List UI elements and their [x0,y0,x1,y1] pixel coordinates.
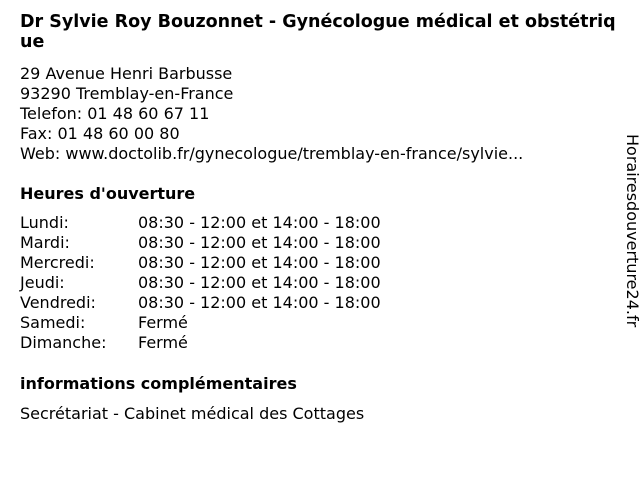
contact-block [20,64,523,164]
city-address: 93290 Tremblay-en-France [20,84,234,103]
hours-row [20,293,381,313]
day-label: Mardi: [20,233,70,252]
phone-number: Telefon: 01 48 60 67 11 [20,104,210,123]
hours-row [20,233,381,253]
day-label: Lundi: [20,213,69,232]
additional-info-text: Secrétariat - Cabinet médical des Cottages [20,404,365,423]
time-range: 08:30 - 12:00 et 14:00 - 18:00 [138,233,381,252]
fax-number: Fax: 01 48 60 00 80 [20,124,180,143]
time-range: Fermé [138,333,188,352]
time-range: 08:30 - 12:00 et 14:00 - 18:00 [138,213,381,232]
time-range: 08:30 - 12:00 et 14:00 - 18:00 [138,253,381,272]
time-range: Fermé [138,313,188,332]
day-label: Jeudi: [20,273,65,292]
opening-hours-heading: Heures d'ouverture [20,184,196,203]
time-range: 08:30 - 12:00 et 14:00 - 18:00 [138,273,381,292]
hours-row [20,333,381,353]
day-label: Vendredi: [20,293,96,312]
day-label: Samedi: [20,313,86,332]
page-title: Dr Sylvie Roy Bouzonnet - Gynécologue médical et obstétrique [20,12,616,52]
street-address: 29 Avenue Henri Barbusse [20,64,233,83]
opening-hours-table [20,213,381,353]
hours-row [20,253,381,273]
hours-row [20,273,381,293]
time-range: 08:30 - 12:00 et 14:00 - 18:00 [138,293,381,312]
day-label: Dimanche: [20,333,107,352]
site-brand-watermark: Horairesdouverture24.fr [623,134,642,328]
additional-info-heading: informations complémentaires [20,374,297,393]
hours-row [20,313,381,333]
website-link: Web: www.doctolib.fr/gynecologue/tremblay-en-france/sylvie... [20,144,524,163]
hours-row [20,213,381,233]
day-label: Mercredi: [20,253,95,272]
